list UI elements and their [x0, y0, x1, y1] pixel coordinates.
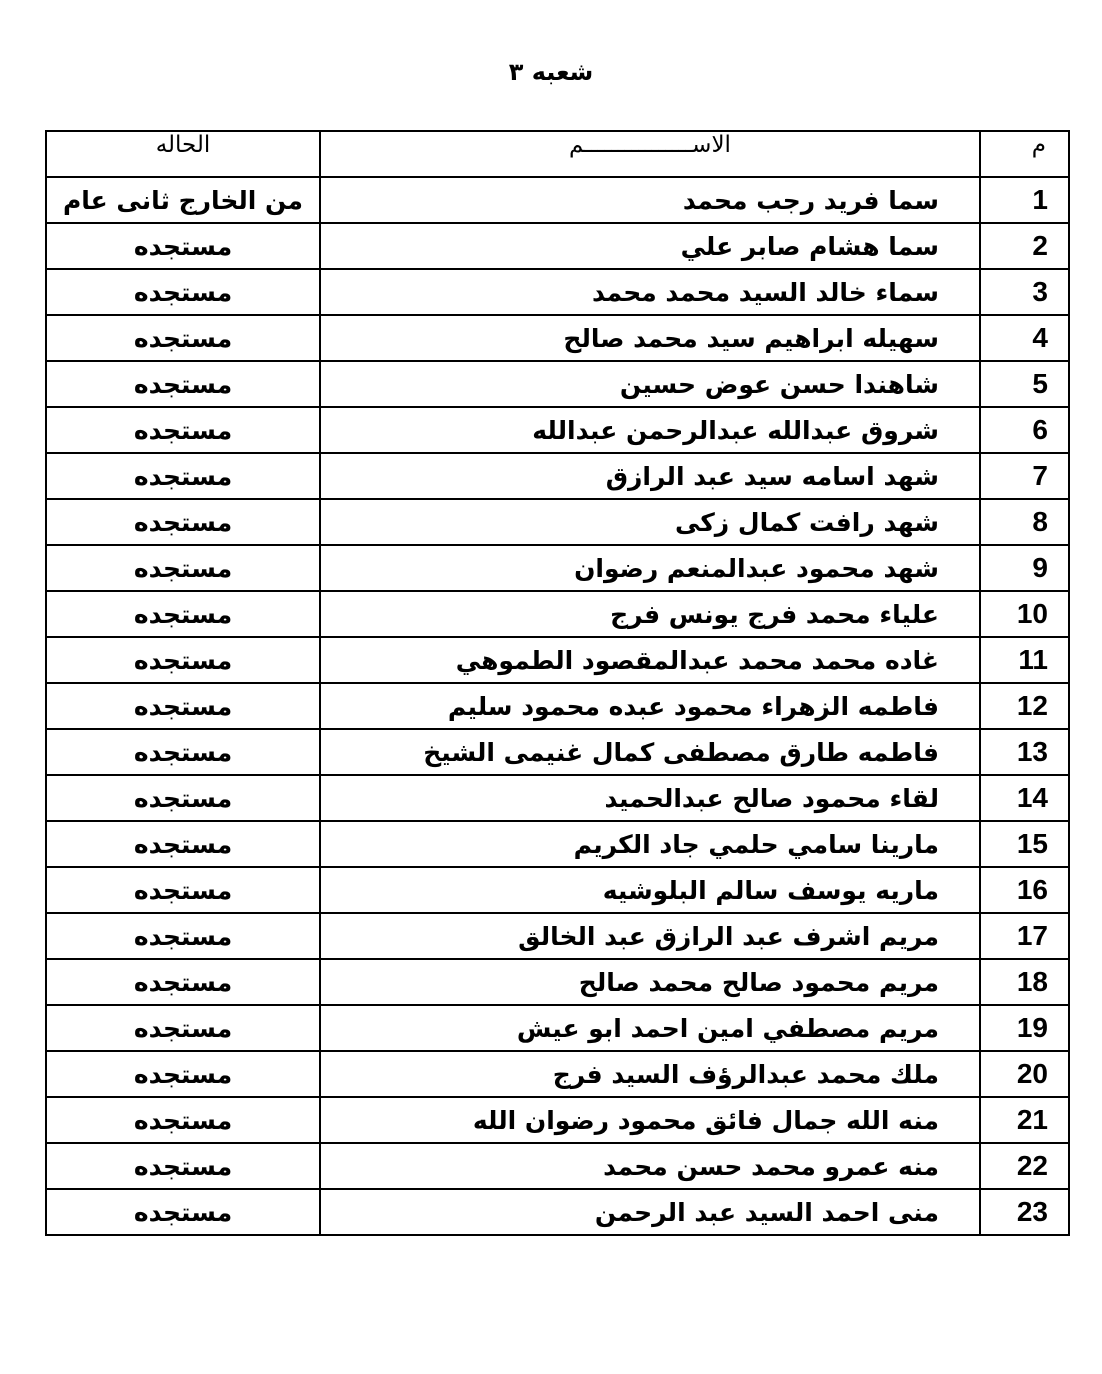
table-row	[46, 913, 1069, 959]
status-cell: مستجده	[46, 1051, 320, 1097]
row-number-cell: 17	[980, 913, 1069, 959]
row-number-cell: 3	[980, 269, 1069, 315]
table-row	[46, 499, 1069, 545]
table-row	[46, 775, 1069, 821]
name-cell: شهد رافت كمال زكى	[320, 499, 980, 545]
row-number-cell: 10	[980, 591, 1069, 637]
table-row	[46, 1189, 1069, 1235]
row-number-cell: 6	[980, 407, 1069, 453]
table-row	[46, 867, 1069, 913]
table-row	[46, 407, 1069, 453]
name-cell: فاطمه الزهراء محمود عبده محمود سليم	[320, 683, 980, 729]
status-cell: مستجده	[46, 775, 320, 821]
row-number-cell: 5	[980, 361, 1069, 407]
row-number-cell: 19	[980, 1005, 1069, 1051]
status-cell: مستجده	[46, 1097, 320, 1143]
row-number-cell: 14	[980, 775, 1069, 821]
table-row	[46, 315, 1069, 361]
name-cell: ماريه يوسف سالم البلوشيه	[320, 867, 980, 913]
name-cell: سما فريد رجب محمد	[320, 177, 980, 223]
status-cell: مستجده	[46, 223, 320, 269]
name-cell: منه الله جمال فائق محمود رضوان الله	[320, 1097, 980, 1143]
name-cell: شهد اسامه سيد عبد الرازق	[320, 453, 980, 499]
name-cell: مريم مصطفي امين احمد ابو عيش	[320, 1005, 980, 1051]
name-cell: مارينا سامي حلمي جاد الكريم	[320, 821, 980, 867]
status-cell: مستجده	[46, 1143, 320, 1189]
status-cell: مستجده	[46, 821, 320, 867]
row-number-cell: 4	[980, 315, 1069, 361]
row-number-cell: 1	[980, 177, 1069, 223]
page-title: شعبه ٣	[508, 58, 594, 86]
table-row	[46, 177, 1069, 223]
name-cell: لقاء محمود صالح عبدالحميد	[320, 775, 980, 821]
table-row	[46, 683, 1069, 729]
status-cell: مستجده	[46, 637, 320, 683]
status-cell: مستجده	[46, 913, 320, 959]
table-header-row	[46, 131, 1069, 177]
table-row	[46, 591, 1069, 637]
table-row	[46, 269, 1069, 315]
row-number-cell: 21	[980, 1097, 1069, 1143]
row-number-cell: 9	[980, 545, 1069, 591]
row-number-cell: 13	[980, 729, 1069, 775]
row-number-cell: 11	[980, 637, 1069, 683]
name-cell: منى احمد السيد عبد الرحمن	[320, 1189, 980, 1235]
name-cell: شهد محمود عبدالمنعم رضوان	[320, 545, 980, 591]
status-cell: مستجده	[46, 683, 320, 729]
table-row	[46, 637, 1069, 683]
row-number-cell: 22	[980, 1143, 1069, 1189]
status-cell: مستجده	[46, 407, 320, 453]
status-cell: مستجده	[46, 959, 320, 1005]
table-row	[46, 1005, 1069, 1051]
table-row	[46, 1143, 1069, 1189]
name-cell: علياء محمد فرج يونس فرج	[320, 591, 980, 637]
status-cell: مستجده	[46, 1189, 320, 1235]
status-cell: مستجده	[46, 545, 320, 591]
status-cell: مستجده	[46, 269, 320, 315]
name-cell: فاطمه طارق مصطفى كمال غنيمى الشيخ	[320, 729, 980, 775]
table-body	[46, 177, 1069, 1235]
status-cell: مستجده	[46, 361, 320, 407]
status-column-header: الحاله	[46, 131, 320, 177]
status-cell: مستجده	[46, 867, 320, 913]
name-cell: شاهندا حسن عوض حسين	[320, 361, 980, 407]
table-row	[46, 959, 1069, 1005]
table-row	[46, 729, 1069, 775]
status-cell: مستجده	[46, 315, 320, 361]
status-cell: مستجده	[46, 453, 320, 499]
number-column-header: م	[980, 131, 1069, 177]
name-cell: سما هشام صابر علي	[320, 223, 980, 269]
status-cell: مستجده	[46, 1005, 320, 1051]
name-cell: سهيله ابراهيم سيد محمد صالح	[320, 315, 980, 361]
table-row	[46, 223, 1069, 269]
student-table	[45, 130, 1070, 1236]
row-number-cell: 8	[980, 499, 1069, 545]
name-cell: مريم اشرف عبد الرازق عبد الخالق	[320, 913, 980, 959]
table-row	[46, 453, 1069, 499]
row-number-cell: 15	[980, 821, 1069, 867]
name-cell: سماء خالد السيد محمد محمد	[320, 269, 980, 315]
name-cell: منه عمرو محمد حسن محمد	[320, 1143, 980, 1189]
name-cell: ملك محمد عبدالرؤف السيد فرج	[320, 1051, 980, 1097]
status-cell: من الخارج ثانى عام	[46, 177, 320, 223]
table-row	[46, 821, 1069, 867]
row-number-cell: 12	[980, 683, 1069, 729]
row-number-cell: 7	[980, 453, 1069, 499]
name-cell: غاده محمد محمد عبدالمقصود الطموهي	[320, 637, 980, 683]
name-cell: مريم محمود صالح محمد صالح	[320, 959, 980, 1005]
name-column-header: الاســــــــــــــــم	[320, 131, 980, 177]
row-number-cell: 2	[980, 223, 1069, 269]
row-number-cell: 20	[980, 1051, 1069, 1097]
row-number-cell: 18	[980, 959, 1069, 1005]
table-row	[46, 545, 1069, 591]
status-cell: مستجده	[46, 591, 320, 637]
status-cell: مستجده	[46, 499, 320, 545]
table-row	[46, 1097, 1069, 1143]
row-number-cell: 23	[980, 1189, 1069, 1235]
table-row	[46, 1051, 1069, 1097]
name-cell: شروق عبدالله عبدالرحمن عبدالله	[320, 407, 980, 453]
table-row	[46, 361, 1069, 407]
status-cell: مستجده	[46, 729, 320, 775]
row-number-cell: 16	[980, 867, 1069, 913]
